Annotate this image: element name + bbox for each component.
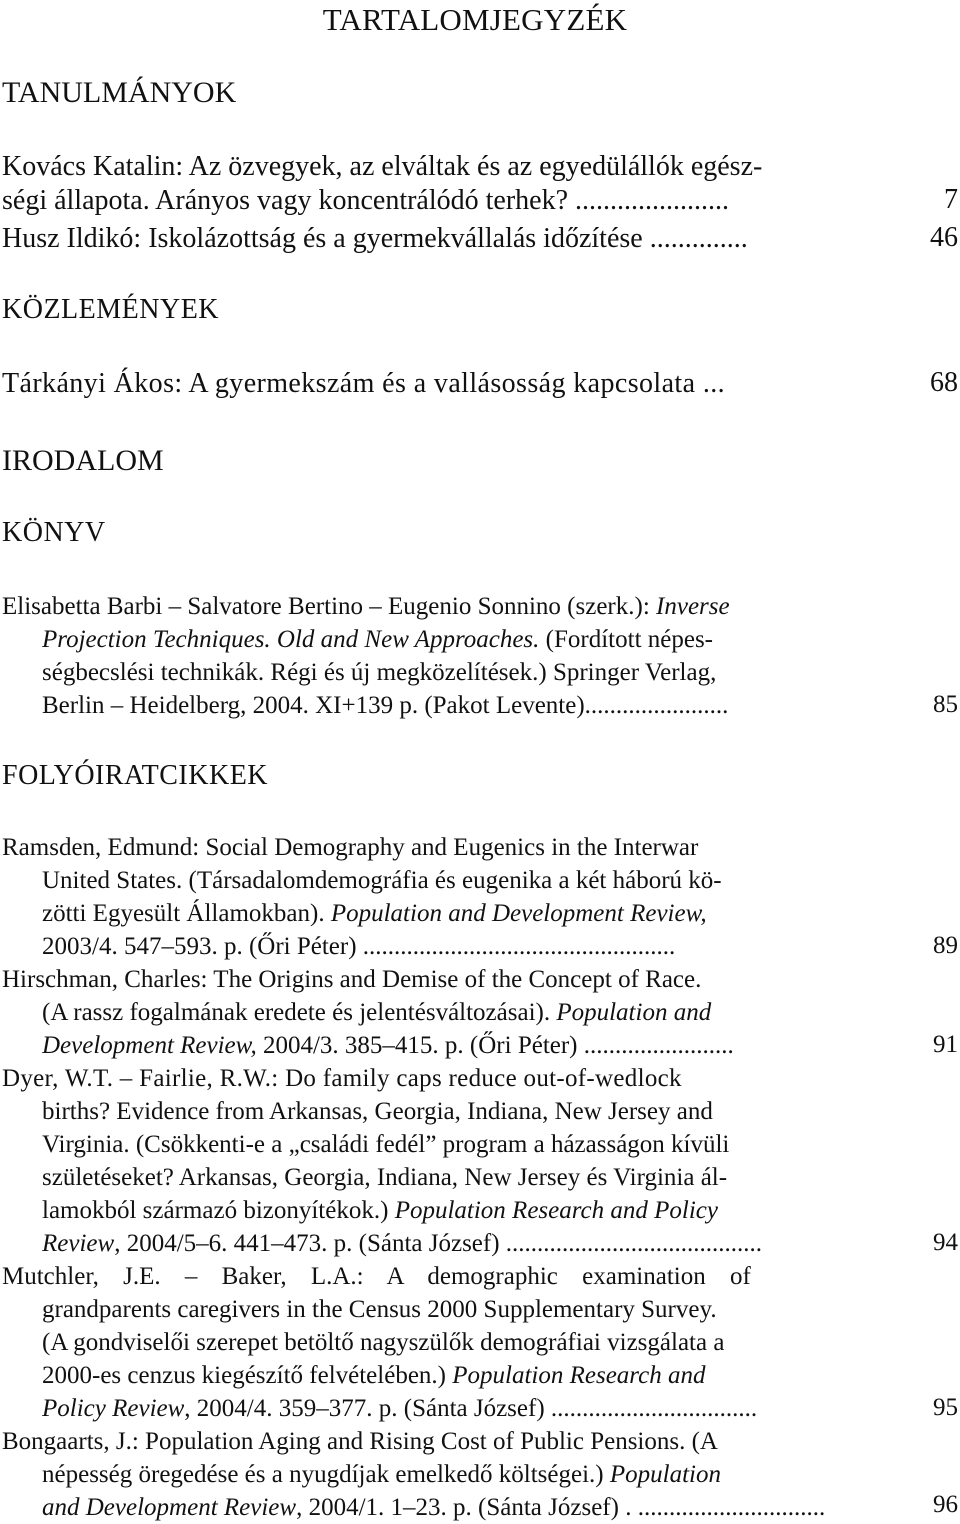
entry-dyer-journal-part-2: Review <box>42 1230 115 1257</box>
entry-barbi-line-2 <box>42 623 892 656</box>
page-title-text: TARTALOMJEGYZÉK <box>322 2 628 37</box>
entry-dyer-citation: , 2004/5–6. 441–473. p. (Sánta József) ......................................... <box>114 1230 763 1257</box>
entry-barbi-line-1 <box>2 590 892 623</box>
section-heading-literature: IRODALOM <box>2 444 164 477</box>
entry-dyer-line-4: születéseket? Arkansas, Georgia, Indiana, New Jersey és Virginia ál- <box>42 1164 728 1191</box>
entry-ramsden-line-2: United States. (Társadalomdemográfia és eugenika a két háború kö- <box>42 867 722 894</box>
entry-kovacs-line-1: Kovács Katalin: Az özvegyek, az elváltak és az egyedülállók egész- <box>2 151 763 182</box>
entry-mutchler-line-1: Mutchler, J.E. – Baker, L.A.: A demographic examination of <box>2 1263 751 1290</box>
entry-barbi-translation-part-1: (Fordított népes- <box>539 626 714 653</box>
entry-mutchler-line-3: (A gondviselői szerepet betöltő nagyszülők demográfiai vizsgálata a <box>42 1329 725 1356</box>
entry-dyer-journal-part-1: Population Research and Policy <box>394 1197 718 1224</box>
entry-ramsden-line-4: 2003/4. 547–593. p. (Őri Péter) .................................................. <box>42 933 676 960</box>
entry-dyer-line-2: births? Evidence from Arkansas, Georgia, Indiana, New Jersey and <box>42 1098 713 1125</box>
entry-mutchler-journal-part-1: Population Research and <box>452 1362 706 1389</box>
entry-hirschman-journal-part-1: Population and <box>556 999 712 1026</box>
section-heading-articles: FOLYÓIRATCIKKEK <box>2 760 269 791</box>
entry-hirschman-translation: (A rassz fogalmának eredete és jelentésváltozásai). <box>42 999 557 1026</box>
entry-ramsden-journal: Population and Development Review, <box>330 900 707 927</box>
entry-barbi-line-3: ségbecslési technikák. Régi és új megközelítések.) Springer Verlag, <box>42 659 717 686</box>
entry-ramsden-line-1: Ramsden, Edmund: Social Demography and Eugenics in the Interwar <box>2 834 699 861</box>
entry-hirschman-citation: 2004/3. 385–415. p. (Őri Péter) ........................ <box>256 1032 734 1059</box>
section-heading-studies: TANULMÁNYOK <box>2 76 237 109</box>
entry-barbi-authors: Elisabetta Barbi – Salvatore Bertino – Eugenio Sonnino (szerk.): <box>2 593 657 620</box>
section-heading-reports: KÖZLEMÉNYEK <box>2 294 220 325</box>
entry-bongaarts-citation: , 2004/1. 1–23. p. (Sánta József) . .............................. <box>296 1494 826 1521</box>
page-title <box>0 2 960 38</box>
entry-hirschman-page: 91 <box>933 1031 958 1058</box>
entry-mutchler-line-5 <box>42 1392 892 1425</box>
entry-dyer-line-3: Virginia. (Csökkenti-e a „családi fedél” program a házasságon kívüli <box>42 1131 730 1158</box>
entry-barbi-title-part-2: Projection Techniques. Old and New Approaches. <box>42 626 540 653</box>
entry-dyer-line-6 <box>42 1227 892 1260</box>
entry-kovacs-page: 7 <box>944 184 958 215</box>
entry-mutchler-line-2: grandparents caregivers in the Census 2000 Supplementary Survey. <box>42 1296 717 1323</box>
entry-barbi-page: 85 <box>933 691 958 718</box>
entry-bongaarts-journal-part-2: and Development Review <box>42 1494 297 1521</box>
entry-bongaarts-translation: népesség öregedése és a nyugdíjak emelkedő költségei.) <box>42 1461 610 1488</box>
entry-bongaarts-line-1: Bongaarts, J.: Population Aging and Rising Cost of Public Pensions. (A <box>2 1428 718 1455</box>
entry-husz-page: 46 <box>930 222 958 253</box>
entry-tarkanyi-line-1: Tárkányi Ákos: A gyermekszám és a vallásosság kapcsolata ... <box>2 368 726 399</box>
entry-ramsden-line-3 <box>42 897 892 930</box>
entry-hirschman-line-2 <box>42 996 892 1029</box>
entry-mutchler-page: 95 <box>933 1394 958 1421</box>
entry-kovacs-line-2: ségi állapota. Arányos vagy koncentrálódó terhek? ...................... <box>2 185 730 216</box>
entry-tarkanyi-page: 68 <box>930 367 958 398</box>
entry-dyer-page: 94 <box>933 1229 958 1256</box>
entry-mutchler-translation-end: 2000-es cenzus kiegészítő felvételében.) <box>42 1362 453 1389</box>
entry-bongaarts-page: 96 <box>933 1491 958 1518</box>
entry-barbi-line-4: Berlin – Heidelberg, 2004. XI+139 p. (Pakot Levente)....................... <box>42 692 729 719</box>
entry-dyer-line-1: Dyer, W.T. – Fairlie, R.W.: Do family caps reduce out-of-wedlock <box>2 1065 682 1092</box>
entry-dyer-translation-end: lamokból származó bizonyítékok.) <box>42 1197 395 1224</box>
entry-bongaarts-journal-part-1: Population <box>609 1461 721 1488</box>
entry-dyer-line-5 <box>42 1194 892 1227</box>
entry-bongaarts-line-2 <box>42 1458 892 1491</box>
entry-hirschman-journal-part-2: Development Review, <box>42 1032 257 1059</box>
entry-mutchler-line-4 <box>42 1359 892 1392</box>
entry-bongaarts-line-3 <box>42 1491 892 1524</box>
entry-husz-line-1: Husz Ildikó: Iskolázottság és a gyermekvállalás időzítése .............. <box>2 223 748 254</box>
entry-barbi-title-part-1: Inverse <box>656 593 730 620</box>
entry-mutchler-citation: , 2004/4. 359–377. p. (Sánta József) ................................. <box>184 1395 758 1422</box>
entry-hirschman-line-3 <box>42 1029 892 1062</box>
entry-ramsden-page: 89 <box>933 932 958 959</box>
section-heading-book: KÖNYV <box>2 517 106 548</box>
entry-mutchler-journal-part-2: Policy Review <box>42 1395 185 1422</box>
entry-ramsden-translation-end: zötti Egyesült Államokban). <box>42 900 331 927</box>
entry-hirschman-line-1: Hirschman, Charles: The Origins and Demise of the Concept of Race. <box>2 966 702 993</box>
